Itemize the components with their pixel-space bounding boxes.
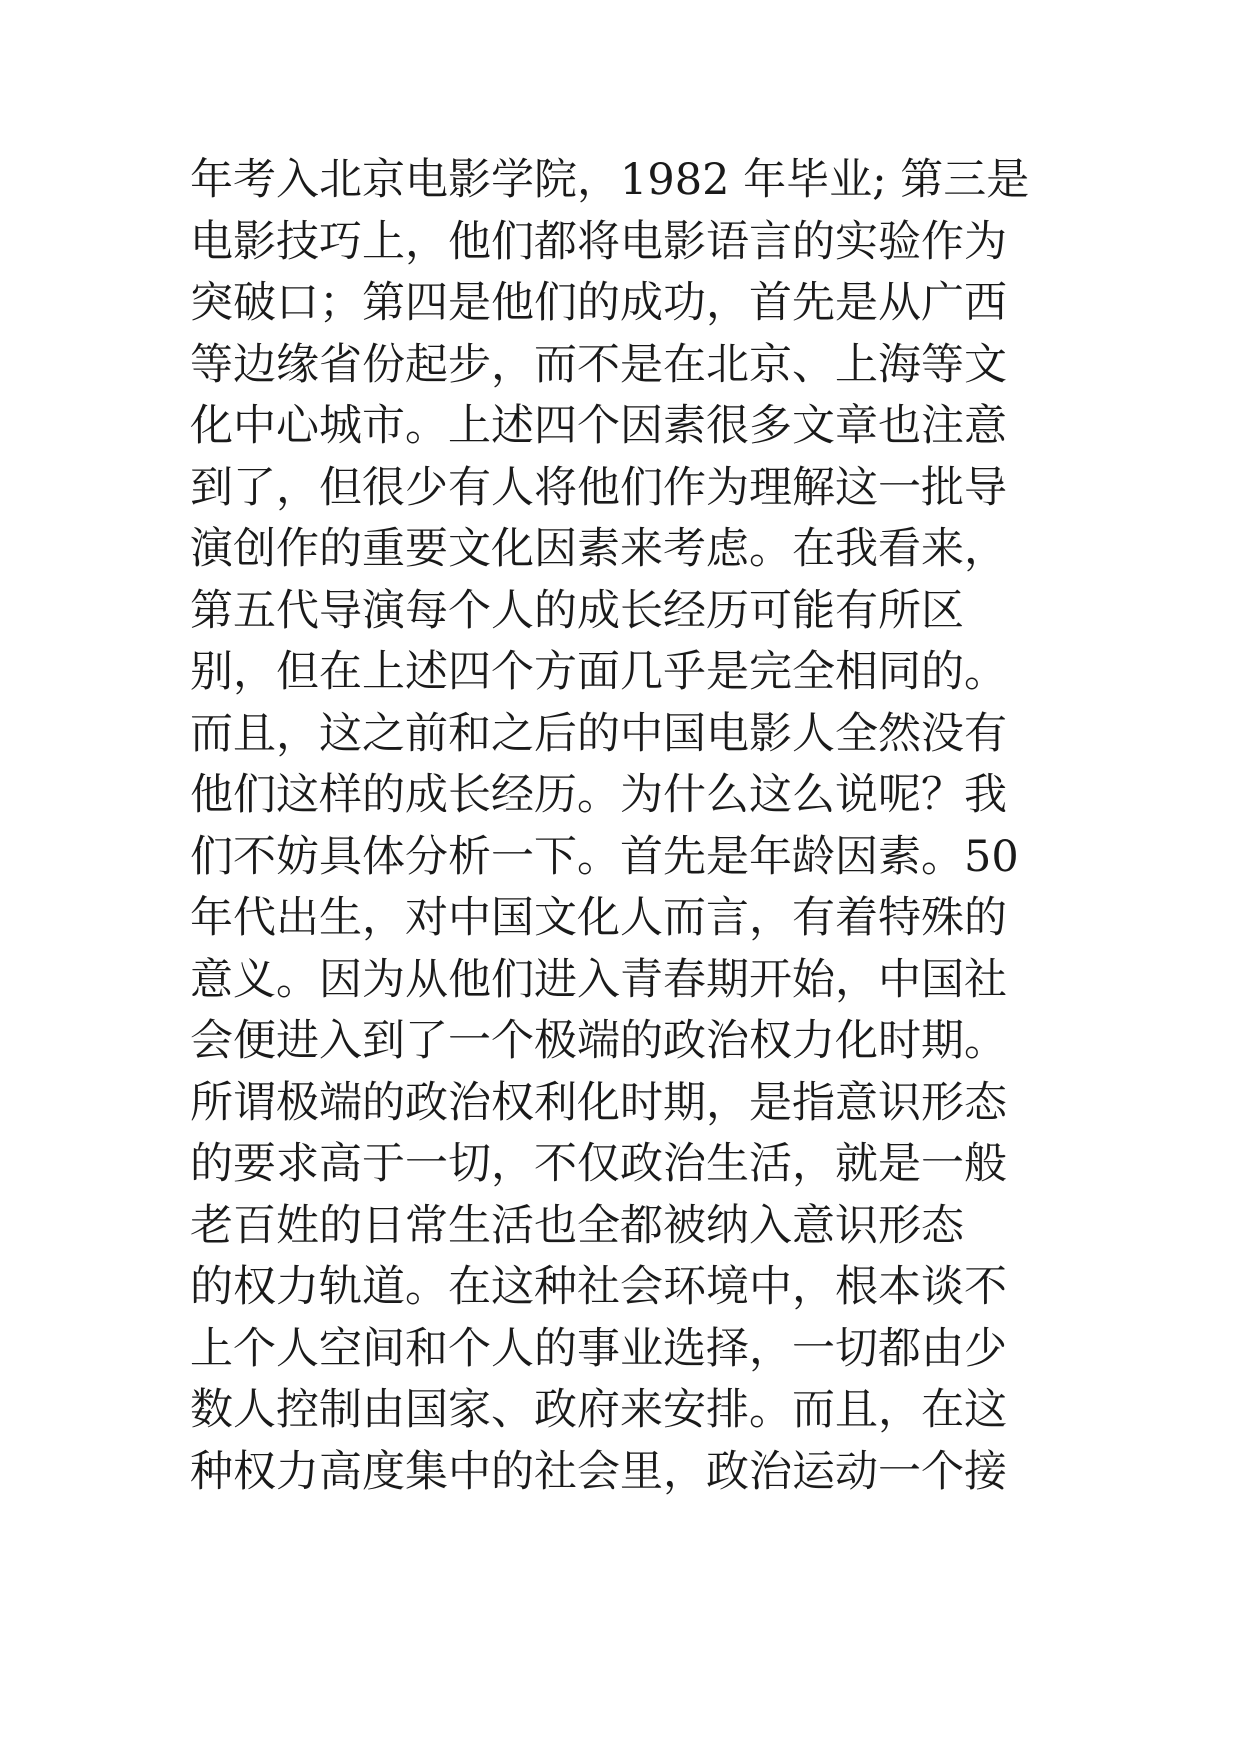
text-line: 上个人空间和个人的事业选择，一切都由少 xyxy=(190,1323,1007,1374)
text-line: 突破口；第四是他们的成功，首先是从广西 xyxy=(190,278,1007,328)
text-line: 会便进入到了一个极端的政治权力化时期。 xyxy=(190,1016,1007,1066)
text-line: 等边缘省份起步，而不是在北京、上海等文 xyxy=(190,339,1007,390)
text-line: 化中心城市。上述四个因素很多文章也注意 xyxy=(190,401,1007,451)
text-line: 的要求高于一切，不仅政治生活，就是一般 xyxy=(190,1139,1007,1189)
text-line: 到了，但很少有人将他们作为理解这一批导 xyxy=(190,462,1007,513)
text-line: 而且，这之前和之后的中国电影人全然没有 xyxy=(190,708,1007,759)
body-text xyxy=(190,150,1090,1503)
text-line: 第五代导演每个人的成长经历可能有所区 xyxy=(190,585,964,636)
text-line: 的权力轨道。在这种社会环境中，根本谈不 xyxy=(190,1262,1007,1312)
text-line: 们不妨具体分析一下。首先是年龄因素。50 xyxy=(190,831,1019,882)
text-line: 数人控制由国家、政府来安排。而且，在这 xyxy=(190,1385,1007,1435)
text-line: 别，但在上述四个方面几乎是完全相同的。 xyxy=(190,647,1007,697)
text-line: 演创作的重要文化因素来考虑。在我看来， xyxy=(190,524,1007,574)
text-line: 年代出生，对中国文化人而言，有着特殊的 xyxy=(190,893,1007,943)
text-line: 电影技巧上，他们都将电影语言的实验作为 xyxy=(190,216,1007,267)
text-line: 意义。因为从他们进入青春期开始，中国社 xyxy=(190,954,1007,1005)
text-line: 所谓极端的政治权利化时期，是指意识形态 xyxy=(190,1077,1007,1128)
text-line: 年考入北京电影学院，1982 年毕业; 第三是 xyxy=(190,155,1030,205)
text-line: 种权力高度集中的社会里，政治运动一个接 xyxy=(190,1446,1007,1497)
text-line: 他们这样的成长经历。为什么这么说呢？我 xyxy=(190,770,1007,820)
text-line: 老百姓的日常生活也全都被纳入意识形态 xyxy=(190,1200,964,1251)
